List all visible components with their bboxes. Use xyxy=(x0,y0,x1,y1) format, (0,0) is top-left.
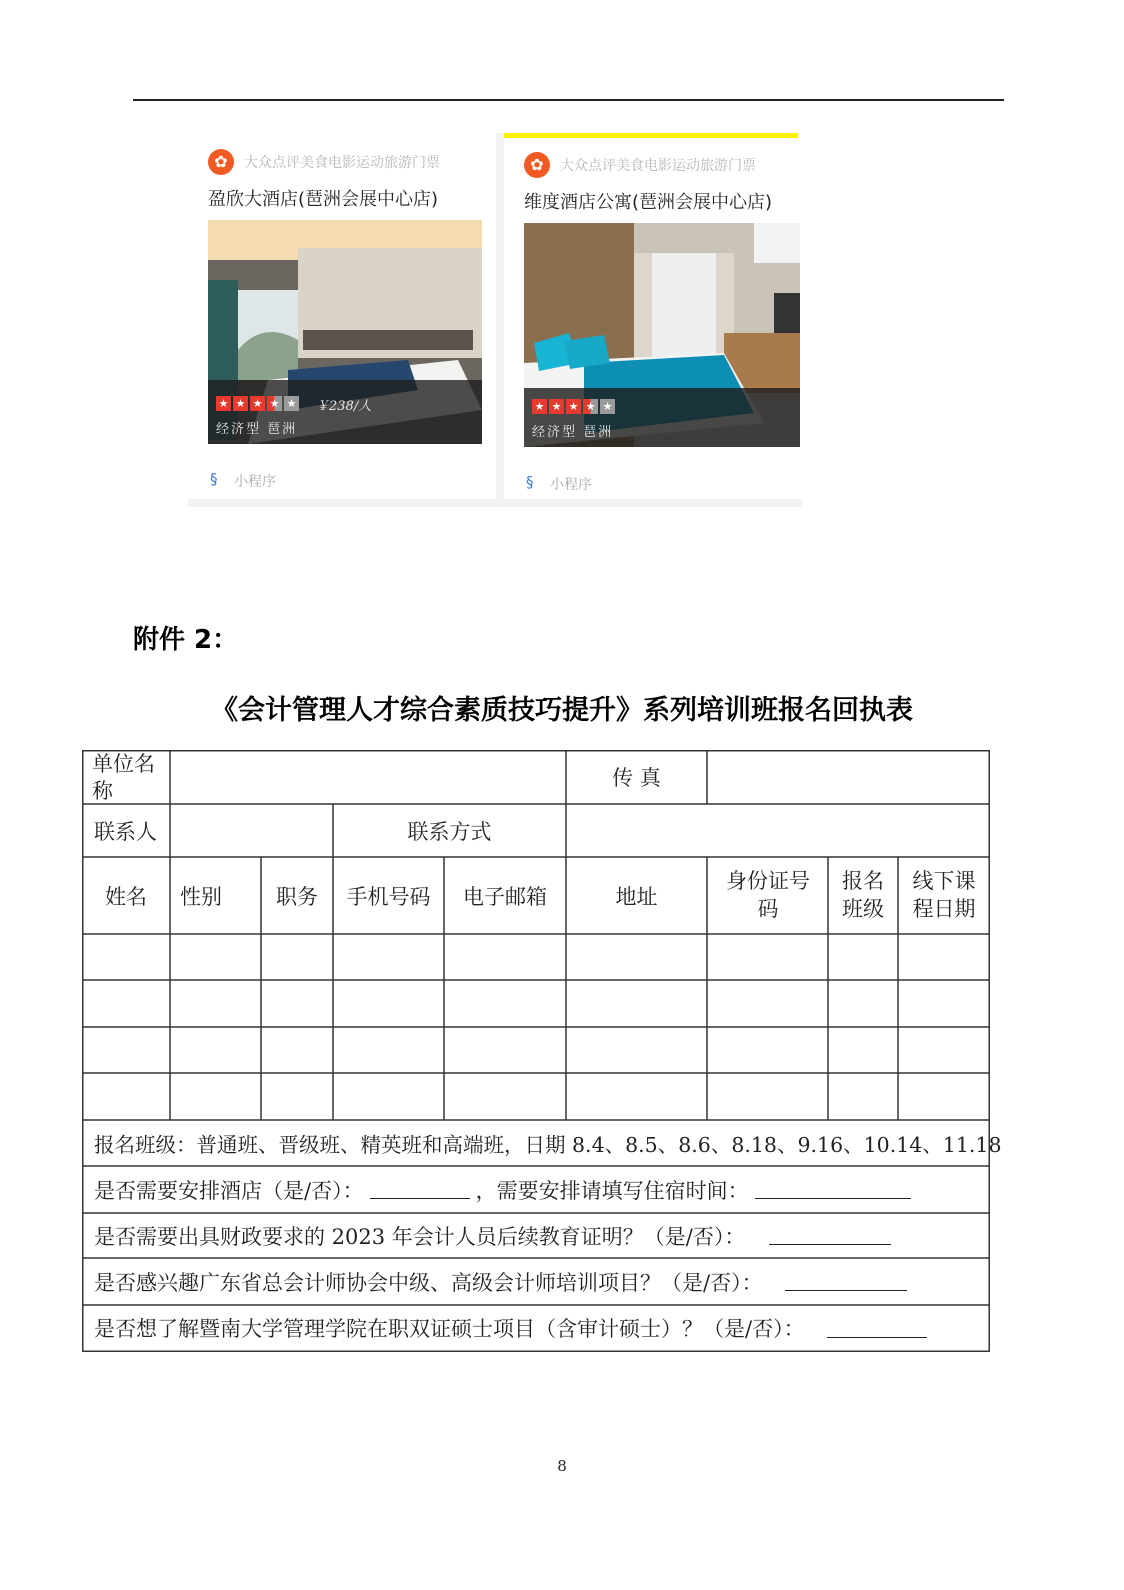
star-empty-icon: ★ xyxy=(600,399,615,414)
card-brand: 大众点评美食电影运动旅游门票 xyxy=(560,158,756,174)
contact-person-field[interactable] xyxy=(170,804,333,857)
hotel-tags: 经济型 琶洲 xyxy=(216,422,298,437)
column-header-id-number: 身份证号码 xyxy=(726,869,810,921)
dianping-logo-icon: ✿ xyxy=(208,149,234,175)
hotel-question: 是否需要安排酒店（是/否）： xyxy=(94,1178,364,1203)
table-row[interactable] xyxy=(82,1073,990,1120)
class-info: 报名班级：普通班、晋级班、精英班和高端班，日期 8.4、8.5、8.6、8.18、9.16、10.14、11.18 xyxy=(94,1133,1002,1157)
hotel-price: ￥238/人 xyxy=(316,399,372,414)
rating-stars xyxy=(532,399,615,414)
rating-stars xyxy=(216,396,299,411)
unit-name-field[interactable] xyxy=(170,750,566,804)
mini-program-label: 小程序 xyxy=(234,474,276,490)
mini-program-icon: § xyxy=(210,470,218,488)
contact-method-label: 联系方式 xyxy=(407,819,492,844)
star-icon: ★ xyxy=(216,396,231,411)
hotel-name: 维度酒店公寓(琶洲会展中心店) xyxy=(524,192,773,213)
certificate-question-row xyxy=(82,1213,990,1258)
table-row[interactable] xyxy=(82,980,990,1027)
highlight-bar xyxy=(504,133,798,138)
contact-person-label: 联系人 xyxy=(94,819,157,844)
star-half-icon: ★ xyxy=(267,396,282,411)
registration-form-table xyxy=(82,750,1002,1352)
column-header-offline-date: 线下课程日期 xyxy=(912,869,976,921)
star-icon: ★ xyxy=(549,399,564,414)
hotel-answer-blank[interactable] xyxy=(370,1180,470,1199)
fax-field[interactable] xyxy=(707,750,990,804)
column-header-position: 职务 xyxy=(276,884,318,909)
mini-program-icon: § xyxy=(526,473,534,491)
certificate-question: 是否需要出具财政要求的 2023 年会计人员后续教育证明？（是/否）： xyxy=(94,1224,746,1249)
star-icon: ★ xyxy=(532,399,547,414)
star-icon: ★ xyxy=(250,396,265,411)
cpa-question: 是否感兴趣广东省总会计师协会中级、高级会计师培训项目？（是/否）： xyxy=(94,1270,763,1295)
star-half-icon: ★ xyxy=(583,399,598,414)
form-title: 《会计管理人才综合素质技巧提升》系列培训班报名回执表 xyxy=(211,695,913,726)
column-header-name: 姓名 xyxy=(105,884,147,909)
hotel-cards xyxy=(188,133,802,507)
fax-label: 传 真 xyxy=(612,766,661,790)
master-question-row xyxy=(82,1305,990,1351)
card-brand: 大众点评美食电影运动旅游门票 xyxy=(244,155,440,171)
table-row[interactable] xyxy=(82,1027,990,1073)
hotel-photo xyxy=(208,220,482,444)
hotel-card[interactable] xyxy=(188,133,496,499)
hotel-tags: 经济型 琶洲 xyxy=(532,425,614,440)
hotel-name: 盈欣大酒店(琶洲会展中心店) xyxy=(208,189,439,210)
cpa-question-row xyxy=(82,1258,990,1305)
hotel-card[interactable] xyxy=(504,133,812,499)
column-header-gender: 性别 xyxy=(180,884,222,909)
master-answer-blank[interactable] xyxy=(827,1319,927,1338)
certificate-answer-blank[interactable] xyxy=(769,1226,891,1245)
column-header-mobile: 手机号码 xyxy=(346,884,431,909)
column-header-address: 地址 xyxy=(615,884,658,909)
master-question: 是否想了解暨南大学管理学院在职双证硕士项目（含审计硕士）？（是/否）： xyxy=(94,1317,805,1341)
star-icon: ★ xyxy=(566,399,581,414)
attachment-label: 附件 2： xyxy=(133,625,239,655)
column-header-class: 报名班级 xyxy=(842,869,884,921)
hotel-photo xyxy=(524,223,800,447)
column-header-email: 电子邮箱 xyxy=(463,884,547,909)
hotel-question-row xyxy=(82,1166,990,1213)
header-rule xyxy=(133,99,1004,101)
page-number: 8 xyxy=(557,1457,567,1475)
dianping-logo-icon: ✿ xyxy=(524,152,550,178)
contact-method-field[interactable] xyxy=(566,804,990,857)
star-icon: ★ xyxy=(233,396,248,411)
cpa-answer-blank[interactable] xyxy=(785,1272,907,1291)
hotel-time-question: ，需要安排请填写住宿时间： xyxy=(475,1178,749,1203)
star-empty-icon: ★ xyxy=(284,396,299,411)
hotel-time-blank[interactable] xyxy=(755,1180,911,1199)
mini-program-label: 小程序 xyxy=(550,477,592,493)
unit-name-label: 单位名称 xyxy=(92,751,155,803)
table-row[interactable] xyxy=(82,934,990,980)
